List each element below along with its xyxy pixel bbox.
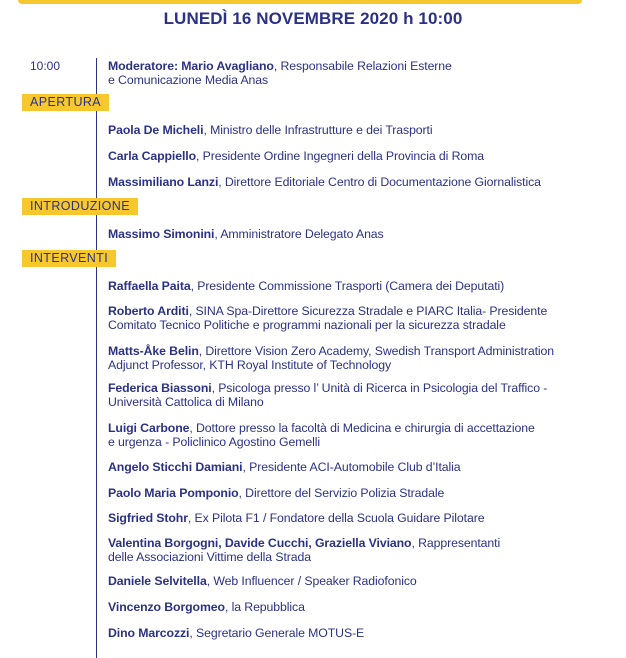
time-label: 10:00 [30,59,61,73]
list-item [108,486,608,500]
speaker-role: , Presidente ACI-Automobile Club d’Italia [242,460,461,474]
list-item [108,421,608,449]
speaker-name: Dino Marcozzi [108,626,190,640]
top-accent-bar [18,0,582,4]
list-item [108,574,608,588]
speaker-role: , Responsabile Relazioni Esterne [273,59,452,73]
speaker-role: , SINA Spa-Direttore Sicurezza Stradale e PIARC Italia- Presidente [188,304,548,318]
speaker-name: Valentina Borgogni, Davide Cucchi, Graziella Viviano [108,536,412,550]
list-item [108,304,608,332]
speaker-role: , Direttore del Servizio Polizia Stradale [238,486,445,500]
speaker-name: Daniele Selvitella [108,574,207,588]
list-item [108,626,608,640]
speaker-role: , Segretario Generale MOTUS-E [189,626,365,640]
timeline-divider [96,58,97,658]
speaker-name: Vincenzo Borgomeo [108,600,225,614]
list-item [108,175,608,189]
section-label-introduzione: INTRODUZIONE [22,198,138,215]
speaker-name: Federica Biassoni [108,381,212,395]
list-item [108,460,608,474]
speaker-role-line2: Adjunct Professor, KTH Royal Institute of Technology [108,358,392,372]
speaker-role: , Presidente Ordine Ingegneri della Provincia di Roma [196,149,484,163]
speaker-name: Luigi Carbone [108,421,190,435]
list-item [108,600,608,614]
speaker-name: Massimo Simonini [108,227,215,241]
list-item [108,381,608,409]
speaker-name: Moderatore: Mario Avagliano [108,59,274,73]
list-item [108,536,608,564]
section-label-interventi: INTERVENTI [22,250,116,267]
speaker-name: Raffaella Paita [108,279,191,293]
speaker-role: , Presidente Commissione Trasporti (Camera dei Deputati) [190,279,505,293]
list-item [108,123,608,137]
speaker-name: Massimiliano Lanzi [108,175,219,189]
speaker-role: , la Repubblica [224,600,305,614]
page-title: LUNEDÌ 16 NOVEMBRE 2020 h 10:00 [163,9,463,28]
speaker-role-line2: Comitato Tecnico Politiche e programmi nazionali per la sicurezza stradale [108,318,506,332]
speaker-role: , Web Influencer / Speaker Radiofonico [206,574,417,588]
speaker-role: , Psicologa presso l’ Unità di Ricerca in Psicologia del Traffico - [211,381,548,395]
moderator-entry [108,59,608,87]
speaker-name: Roberto Arditi [108,304,189,318]
speaker-role: , Rappresentanti [411,536,501,550]
speaker-role: , Amministratore Delegato Anas [214,227,384,241]
speaker-role-line2: e Comunicazione Media Anas [108,73,269,87]
speaker-role: , Ministro delle Infrastrutture e dei Trasporti [203,123,433,137]
section-label-apertura: APERTURA [22,94,109,111]
list-item [108,279,608,293]
speaker-name: Paolo Maria Pomponio [108,486,239,500]
speaker-role: , Direttore Editoriale Centro di Documentazione Giornalistica [218,175,541,189]
list-item [108,227,608,241]
speaker-name: Sigfried Stohr [108,511,188,525]
speaker-role: , Dottore presso la facoltà di Medicina e chirurgia di accettazione [189,421,535,435]
list-item [108,344,608,372]
speaker-role: , Direttore Vision Zero Academy, Swedish Transport Administration [198,344,555,358]
speaker-name: Matts-Åke Belin [108,344,199,358]
speaker-name: Paola De Micheli [108,123,204,137]
list-item [108,149,608,163]
speaker-role-line2: Università Cattolica di Milano [108,395,264,409]
list-item [108,511,608,525]
speaker-name: Carla Cappiello [108,149,197,163]
speaker-role-line2: delle Associazioni Vittime della Strada [108,550,311,564]
speaker-name: Angelo Sticchi Damiani [108,460,243,474]
speaker-role: , Ex Pilota F1 / Fondatore della Scuola Guidare Pilotare [187,511,485,525]
speaker-role-line2: e urgenza - Policlinico Agostino Gemelli [108,435,320,449]
